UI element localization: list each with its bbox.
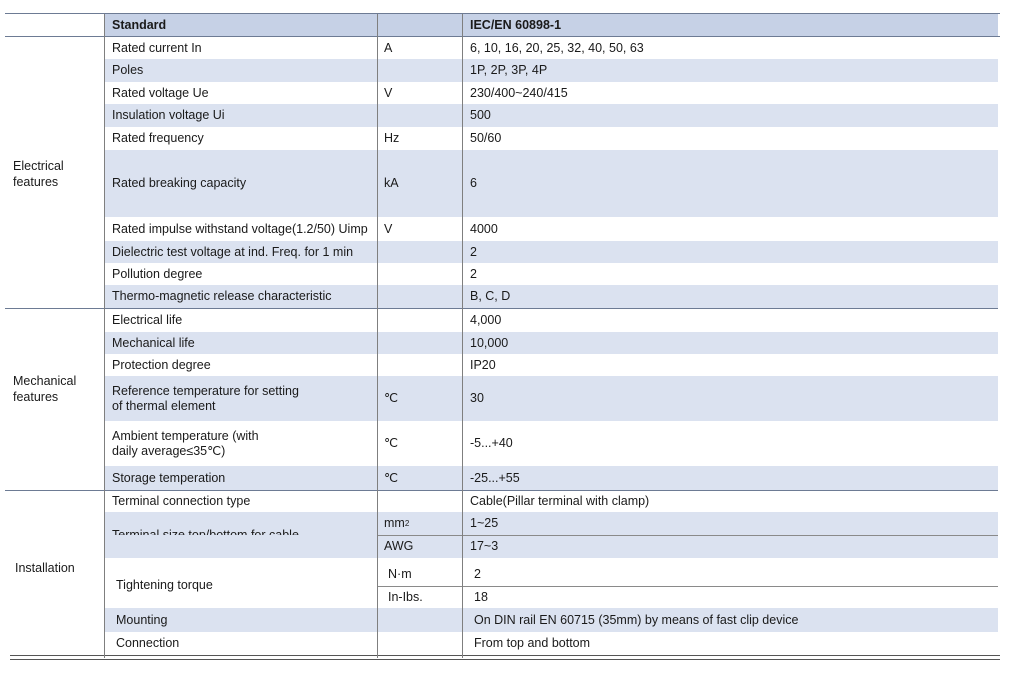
sub-row-divider [378, 586, 998, 587]
value: 6, 10, 16, 20, 25, 32, 40, 50, 63 [470, 40, 644, 55]
row-band [105, 466, 998, 490]
parameter-name: Poles [112, 63, 144, 77]
parameter-name: Storage temperation [112, 470, 226, 485]
value: 230/400~240/415 [470, 85, 568, 100]
unit: ℃ [384, 436, 399, 450]
value: 6 [470, 176, 477, 190]
value: From top and bottom [474, 635, 591, 650]
group-divider-2 [5, 490, 998, 491]
row-band [105, 535, 998, 558]
unit: AWG [384, 539, 414, 553]
column-divider-2 [377, 14, 378, 658]
value: 4,000 [470, 313, 502, 327]
group-label-mechanical: Mechanical features [13, 374, 77, 404]
value: 1~25 [470, 516, 499, 530]
column-divider-1 [104, 14, 105, 658]
unit: kA [384, 176, 399, 190]
value: 4000 [470, 221, 498, 236]
value: -25...+55 [470, 470, 520, 485]
value: 500 [470, 108, 491, 122]
value: 17~3 [470, 539, 499, 553]
value: 2 [470, 266, 477, 281]
parameter-name: Connection [116, 635, 180, 650]
parameter-name: Protection degree [112, 357, 211, 372]
value: 30 [470, 391, 484, 405]
unit: mm 2 [384, 516, 410, 530]
parameter-name: Rated breaking capacity [112, 176, 247, 190]
parameter-name: Pollution degree [112, 266, 203, 281]
value: Cable(Pillar terminal with clamp) [470, 494, 650, 508]
header-standard-label: Standard [112, 17, 167, 32]
value: B, C, D [470, 289, 511, 303]
unit: ℃ [384, 391, 399, 405]
row-band [105, 332, 998, 354]
value: 50/60 [470, 131, 502, 145]
value: 10,000 [470, 335, 509, 350]
unit: A [384, 40, 393, 55]
parameter-name: Electrical life [112, 313, 183, 327]
value: 1P, 2P, 3P, 4P [470, 63, 548, 77]
parameter-name: Mechanical life [112, 335, 195, 350]
value: IP20 [470, 357, 496, 372]
unit: V [384, 85, 393, 100]
parameter-name: Thermo-magnetic release characteristic [112, 289, 332, 303]
group-label-electrical: Electrical features [13, 159, 64, 189]
row-band [105, 59, 998, 82]
parameter-name: Ambient temperature (with daily average≤35℃) [112, 428, 259, 458]
value: 2 [474, 566, 481, 581]
parameter-name: Terminal connection type [112, 494, 251, 508]
parameter-name: Insulation voltage Ui [112, 108, 225, 122]
parameter-name: Tightening torque [116, 577, 213, 592]
parameter-name: Rated current In [112, 40, 202, 55]
group-divider-1 [5, 308, 998, 309]
value: On DIN rail EN 60715 (35mm) by means of fast clip device [474, 612, 799, 627]
parameter-name: Dielectric test voltage at ind. Freq. for 1 min [112, 244, 354, 259]
row-band [105, 104, 998, 127]
parameter-name: Rated frequency [112, 131, 204, 145]
table-bottom-rule-2 [10, 659, 1000, 660]
unit: In-Ibs. [388, 589, 423, 604]
parameter-name: Rated voltage Ue [112, 85, 209, 100]
unit: V [384, 221, 393, 236]
value: 2 [470, 244, 477, 259]
unit: Hz [384, 131, 400, 145]
header-standard-value: IEC/EN 60898-1 [470, 17, 562, 32]
unit: N·m [388, 566, 412, 581]
value: -5...+40 [470, 436, 513, 450]
column-divider-3 [462, 14, 463, 658]
sub-row-divider [378, 535, 998, 536]
table-bottom-rule-1 [10, 655, 1000, 656]
parameter-name: Rated impulse withstand voltage(1.2/50) Uimp [112, 221, 368, 236]
parameter-name: Mounting [116, 612, 168, 627]
parameter-name: Reference temperature for setting of thermal element [112, 383, 299, 413]
value: 18 [474, 589, 488, 604]
unit: ℃ [384, 470, 399, 485]
group-label-installation: Installation [15, 561, 75, 575]
